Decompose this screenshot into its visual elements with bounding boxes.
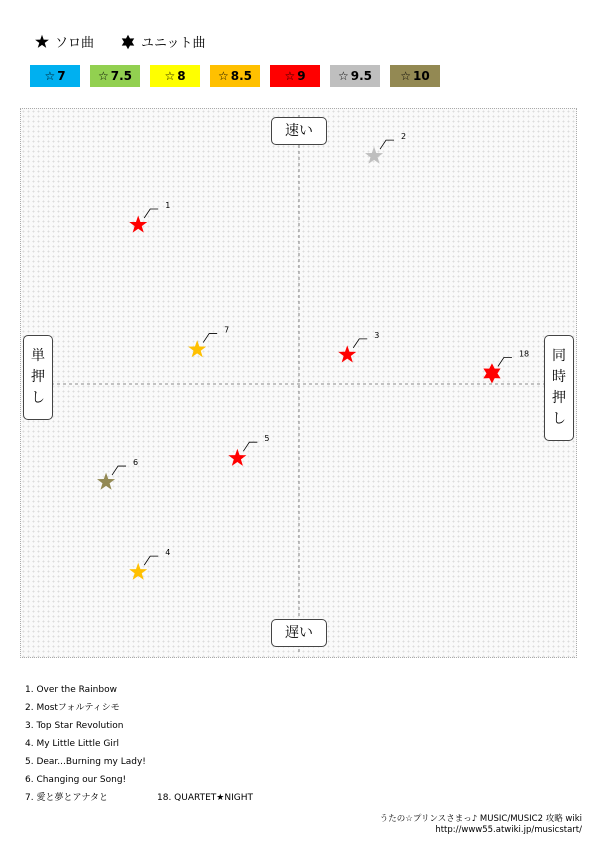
leader-line [112, 466, 126, 475]
data-point-1 [129, 201, 170, 233]
axis-label-left: 単 押 し [23, 335, 53, 420]
data-point-4 [129, 548, 170, 580]
legend-unit-label: ユニット曲 [141, 36, 206, 51]
level-badge [150, 65, 200, 87]
level-badge-label: 7 [57, 69, 66, 83]
song-list-item [25, 753, 146, 771]
data-point-2 [365, 132, 406, 164]
outline-star-icon: ☆ [217, 69, 229, 83]
leader-line [203, 334, 217, 343]
outline-star-icon: ☆ [284, 69, 296, 83]
outline-star-icon: ☆ [400, 69, 412, 83]
legend-solo [34, 32, 94, 51]
level-badge-label: 10 [413, 69, 430, 83]
credit-url: http://www55.atwiki.jp/musicstart/ [435, 825, 582, 835]
song-list-item [25, 771, 146, 789]
point-label: 3 [374, 330, 380, 340]
point-label: 6 [133, 458, 139, 468]
legend-solo-label: ソロ曲 [55, 36, 95, 51]
level-badge-label: 9.5 [350, 69, 373, 83]
song-list-item [25, 735, 146, 753]
axis-label-right: 同 時 押 し [544, 335, 574, 441]
axis-label-top: 速い [271, 117, 327, 145]
axis-label-bottom: 遅い [271, 619, 327, 647]
outline-star-icon: ☆ [97, 69, 109, 83]
leader-line [243, 442, 257, 451]
song-list [25, 681, 253, 807]
level-badge-label: 8 [177, 69, 186, 83]
legend-unit [120, 32, 205, 51]
song-title: 18. QUARTET★NIGHT [157, 793, 253, 803]
level-badge-label: 8.5 [230, 69, 253, 83]
song-title: 2. Mostフォルティシモ [25, 703, 120, 713]
data-point-7 [188, 326, 229, 358]
leader-line [498, 357, 512, 366]
song-list-item [25, 717, 146, 735]
song-list-item [25, 699, 146, 717]
song-list-item [25, 681, 146, 699]
song-title: 6. Changing our Song! [25, 775, 127, 785]
credit-title: うたの☆プリンスさまっ♪ MUSIC/MUSIC2 攻略 wiki [379, 814, 582, 824]
level-badge [30, 65, 80, 87]
point-label: 1 [165, 201, 171, 210]
difficulty-legend [30, 65, 450, 87]
level-badge-label: 7.5 [110, 69, 133, 83]
data-point-3 [338, 331, 379, 363]
song-title: 1. Over the Rainbow [25, 685, 117, 695]
point-label: 5 [264, 434, 270, 444]
song-list-item [25, 789, 253, 807]
legend [34, 32, 232, 51]
chart-plot-area [20, 108, 577, 658]
leader-line [144, 209, 158, 218]
point-label: 7 [224, 325, 230, 335]
level-badge [210, 65, 260, 87]
unit-star-icon [120, 34, 136, 50]
point-label: 2 [401, 132, 407, 142]
outline-star-icon: ☆ [44, 69, 56, 83]
outline-star-icon: ☆ [164, 69, 176, 83]
outline-star-icon: ☆ [337, 69, 349, 83]
credit [380, 814, 582, 836]
level-badge-label: 9 [297, 69, 306, 83]
data-point-6 [97, 458, 138, 490]
level-badge [330, 65, 380, 87]
point-label: 4 [165, 548, 171, 558]
leader-line [380, 140, 394, 149]
data-point-18 [483, 349, 529, 383]
point-label: 18 [518, 349, 530, 359]
solo-star-icon [34, 34, 50, 50]
song-title: 3. Top Star Revolution [25, 721, 124, 731]
leader-line [353, 339, 367, 348]
level-badge [270, 65, 320, 87]
level-badge [390, 65, 440, 87]
song-title: 5. Dear...Burning my Lady! [25, 757, 146, 767]
level-badge [90, 65, 140, 87]
leader-line [144, 556, 158, 565]
data-point-5 [228, 434, 269, 466]
scatter-chart [21, 109, 578, 659]
song-title: 7. 愛と夢とアナタと [25, 793, 108, 803]
song-title: 4. My Little Little Girl [25, 739, 120, 749]
